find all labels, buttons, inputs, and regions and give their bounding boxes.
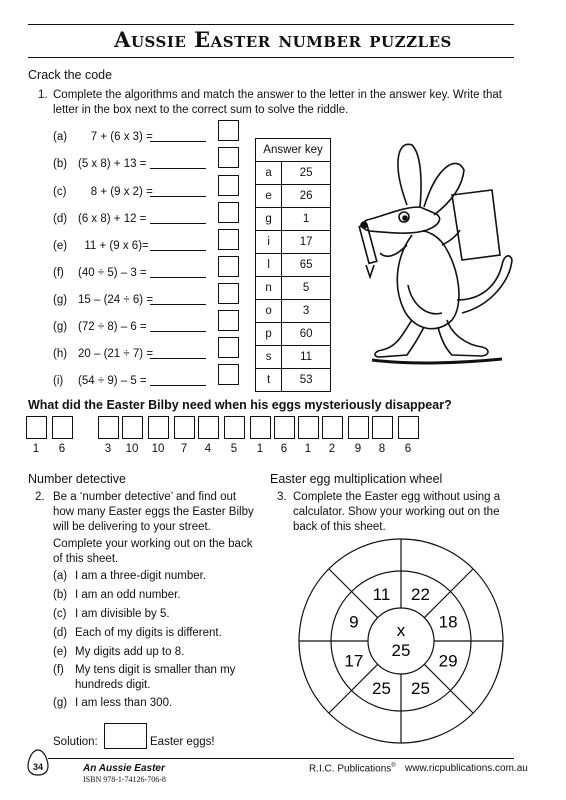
solution-label: Solution: (53, 736, 98, 748)
answer-key-letter: l (256, 254, 282, 277)
wheel-outer-spoke (450, 690, 473, 713)
wheel-segment-value: 18 (438, 612, 458, 632)
letter-box[interactable] (218, 229, 239, 250)
registered-mark: ® (391, 763, 396, 769)
answer-key-value: 1 (282, 208, 331, 231)
equation-expression: (72 ÷ 8) – 6 = (78, 321, 147, 333)
riddle-letter-box[interactable] (298, 416, 319, 439)
riddle-code-number: 6 (58, 443, 66, 455)
riddle-code-number: 6 (404, 443, 412, 455)
clue-label: (a) (53, 570, 68, 582)
q3-instruction-line: Complete the Easter egg without using a (293, 491, 501, 503)
letter-box[interactable] (218, 337, 239, 358)
q3-instruction-line: calculator. Show your working out on the (293, 506, 500, 518)
answer-line[interactable] (150, 141, 206, 142)
publisher (309, 763, 396, 774)
wheel-segment-value: 11 (372, 584, 391, 604)
q2-intro-line: Be a ‘number detective’ and find out (53, 491, 237, 503)
clue-text: I am a three-digit number. (75, 570, 207, 582)
publisher-name: R.I.C. Publications (309, 763, 392, 775)
clue-label: (f) (53, 664, 64, 676)
equation-label: (h) (53, 348, 68, 360)
riddle-code-number: 3 (104, 443, 112, 455)
riddle-letter-box[interactable] (348, 416, 369, 439)
clue-text: I am divisible by 5. (75, 608, 170, 620)
answer-key-row (256, 346, 331, 369)
riddle-code-number: 1 (32, 443, 40, 455)
riddle-code-number: 10 (125, 443, 139, 455)
clue-label: (c) (53, 608, 67, 620)
page-number: 34 (32, 762, 43, 772)
answer-key-row (256, 369, 331, 392)
answer-key-letter: e (256, 185, 282, 208)
answer-key-letter: s (256, 346, 282, 369)
riddle-code-number: 1 (256, 443, 264, 455)
answer-key-row (256, 208, 331, 231)
riddle-letter-box[interactable] (98, 416, 119, 439)
riddle-letter-box[interactable] (26, 416, 47, 439)
answer-key-value: 25 (282, 162, 331, 185)
clue-text: My tens digit is smaller than my (75, 664, 236, 676)
riddle-code-number: 7 (180, 443, 188, 455)
wheel-heading: Easter egg multiplication wheel (270, 472, 443, 486)
answer-key-value: 5 (282, 277, 331, 300)
answer-key-value: 26 (282, 185, 331, 208)
answer-key-letter: g (256, 208, 282, 231)
page-title: Aussie Easter number puzzles (114, 27, 452, 52)
q1-number: 1. (38, 89, 48, 101)
answer-line[interactable] (150, 277, 206, 278)
book-title: An Aussie Easter (83, 763, 165, 774)
equation-label: (a) (53, 131, 68, 143)
q2-intro-line: will be delivering to your street. (53, 521, 211, 533)
answer-key-row (256, 162, 331, 185)
answer-line[interactable] (150, 358, 206, 359)
answer-key-value: 17 (282, 231, 331, 254)
equation-expression: (5 x 8) + 13 = (78, 158, 147, 170)
multiplication-wheel (296, 536, 506, 746)
clue-text: hundreds digit. (75, 679, 151, 691)
wheel-segment-value: 22 (411, 584, 430, 604)
riddle-letter-box[interactable] (174, 416, 195, 439)
title-rule (28, 57, 514, 58)
riddle-letter-box[interactable] (250, 416, 271, 439)
equation-expression: 11 + (9 x 6)= (78, 240, 149, 252)
answer-line[interactable] (150, 385, 206, 386)
q1-instruction-line1: Complete the algorithms and match the answer to the letter in the answer key. Write that (53, 89, 502, 101)
letter-box[interactable] (218, 283, 239, 304)
clue-text: I am an odd number. (75, 589, 181, 601)
riddle-code-number: 6 (280, 443, 288, 455)
wheel-segment-value: 25 (372, 679, 391, 699)
number-detective-heading: Number detective (28, 472, 126, 486)
clue-text: My digits add up to 8. (75, 646, 185, 658)
answer-key-value: 60 (282, 323, 331, 346)
answer-line[interactable] (150, 223, 206, 224)
q1-instruction-line2: letter in the box next to the correct sum to solve the riddle. (53, 104, 349, 116)
riddle-code-number: 9 (354, 443, 362, 455)
riddle-letter-box[interactable] (148, 416, 169, 439)
wheel-center-operator: x (396, 621, 406, 640)
letter-box[interactable] (218, 364, 239, 385)
answer-key-value: 11 (282, 346, 331, 369)
clue-text: Each of my digits is different. (75, 627, 222, 639)
q3-number: 3. (277, 491, 287, 503)
equation-label: (g) (53, 294, 68, 306)
clue-label: (d) (53, 627, 68, 639)
equation-expression: 8 + (9 x 2) = (78, 186, 153, 198)
riddle-code-number: 8 (378, 443, 386, 455)
bilby-illustration (352, 135, 527, 365)
answer-key-value: 65 (282, 254, 331, 277)
answer-line[interactable] (150, 168, 206, 169)
answer-key-letter: p (256, 323, 282, 346)
clue-label: (e) (53, 646, 68, 658)
q2-working-line: Complete your working out on the back (53, 538, 253, 550)
solution-suffix: Easter eggs! (150, 736, 215, 748)
equation-label: (b) (53, 158, 68, 170)
answer-key-row (256, 185, 331, 208)
riddle-letter-box[interactable] (372, 416, 393, 439)
answer-key-row (256, 231, 331, 254)
letter-box[interactable] (218, 202, 239, 223)
q2-intro (53, 490, 254, 535)
isbn: ISBN 978-1-74126-706-8 (83, 775, 166, 784)
answer-key-letter: i (256, 231, 282, 254)
riddle-code-number: 10 (151, 443, 165, 455)
answer-key-value: 53 (282, 369, 331, 392)
riddle-letter-box[interactable] (224, 416, 245, 439)
equation-label: (d) (53, 213, 68, 225)
q3-instruction (293, 490, 500, 535)
letter-box[interactable] (218, 310, 239, 331)
clue-text: I am less than 300. (75, 697, 173, 709)
answer-line[interactable] (150, 250, 206, 251)
answer-key-table (255, 138, 331, 392)
riddle-code-number: 1 (304, 443, 312, 455)
q2-working-line: of this sheet. (53, 553, 119, 565)
q3-instruction-line: back of this sheet. (293, 521, 386, 533)
wheel-outer-spoke (329, 690, 352, 713)
footer-rule (48, 758, 514, 759)
answer-key-row (256, 323, 331, 346)
wheel-segment-value: 9 (349, 612, 359, 632)
equation-label: (g) (53, 321, 68, 333)
letter-box[interactable] (218, 147, 239, 168)
answer-line[interactable] (150, 304, 206, 305)
website: www.ricpublications.com.au (405, 763, 528, 774)
q2-working-note (53, 537, 252, 567)
answer-key-row (256, 300, 331, 323)
equation-label: (c) (53, 186, 67, 198)
clue-label: (b) (53, 589, 68, 601)
riddle-question: What did the Easter Bilby need when his eggs mysteriously disappear? (28, 398, 452, 412)
answer-key-row (256, 277, 331, 300)
crack-code-heading: Crack the code (28, 68, 113, 82)
answer-key-letter: n (256, 277, 282, 300)
equation-label: (f) (53, 267, 64, 279)
equation-expression: (54 ÷ 9) – 5 = (78, 375, 147, 387)
equation-expression: 7 + (6 x 3) = (78, 131, 153, 143)
letter-box[interactable] (218, 120, 239, 141)
equation-expression: (6 x 8) + 12 = (78, 213, 147, 225)
wheel-center-value: 25 (391, 641, 411, 660)
wheel-segment-value: 25 (411, 679, 430, 699)
riddle-code-number: 4 (204, 443, 212, 455)
wheel-outer-spoke (450, 569, 473, 592)
answer-line[interactable] (150, 196, 206, 197)
equation-expression: 15 – (24 ÷ 6) = (78, 294, 154, 306)
equation-label: (e) (53, 240, 68, 252)
q2-number: 2. (35, 491, 45, 503)
answer-key-header: Answer key (256, 139, 331, 162)
clue-label: (g) (53, 697, 68, 709)
riddle-letter-box[interactable] (274, 416, 295, 439)
equation-expression: 20 – (21 ÷ 7) = (78, 348, 154, 360)
riddle-letter-box[interactable] (52, 416, 73, 439)
answer-key-row (256, 254, 331, 277)
answer-key-value: 3 (282, 300, 331, 323)
riddle-letter-box[interactable] (122, 416, 143, 439)
answer-key-letter: a (256, 162, 282, 185)
answer-key-letter: t (256, 369, 282, 392)
solution-box[interactable] (104, 723, 147, 749)
letter-box[interactable] (218, 175, 239, 196)
answer-key-letter: o (256, 300, 282, 323)
equation-label: (i) (53, 375, 64, 387)
wheel-outer-spoke (329, 569, 352, 592)
riddle-code-number: 2 (328, 443, 336, 455)
wheel-segment-value: 29 (438, 651, 458, 671)
riddle-letter-box[interactable] (398, 416, 419, 439)
top-rule (28, 24, 514, 25)
riddle-letter-box[interactable] (198, 416, 219, 439)
riddle-letter-box[interactable] (322, 416, 343, 439)
answer-line[interactable] (150, 331, 206, 332)
riddle-code-number: 5 (230, 443, 238, 455)
equation-expression: (40 ÷ 5) – 3 = (78, 267, 147, 279)
q2-intro-line: how many Easter eggs the Easter Bilby (53, 506, 254, 518)
wheel-segment-value: 17 (344, 651, 364, 671)
letter-box[interactable] (218, 256, 239, 277)
